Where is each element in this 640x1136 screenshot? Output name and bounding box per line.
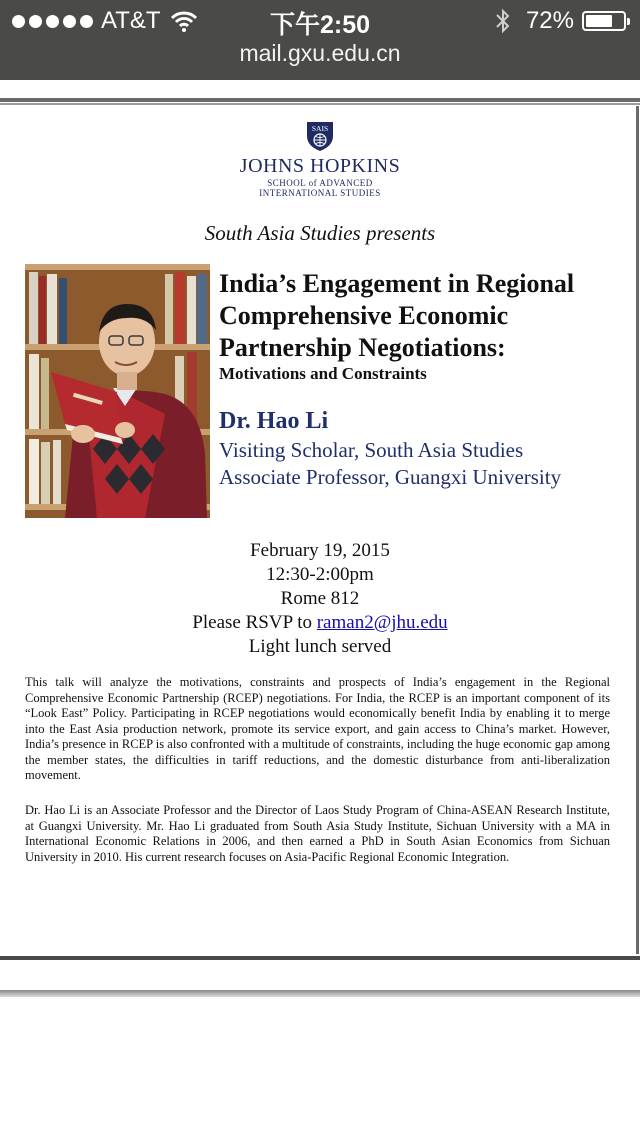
- frame-bottom-shadow: [0, 990, 640, 997]
- event-details: [0, 539, 640, 659]
- status-right: [494, 6, 626, 36]
- battery-percent: 72%: [525, 7, 574, 34]
- event-title-line3: Partnership Negotiations:: [219, 333, 506, 362]
- frame-top-border: [0, 98, 640, 102]
- jhu-sais-logo: [0, 120, 640, 198]
- event-title-line2: Comprehensive Economic: [219, 301, 509, 330]
- address-bar-url[interactable]: mail.gxu.edu.cn: [239, 40, 401, 66]
- frame-bottom-border: [0, 956, 640, 960]
- speaker-name: Dr. Hao Li: [219, 408, 329, 434]
- event-time: 12:30-2:00pm: [266, 564, 374, 585]
- clock: 下午2:50: [269, 11, 371, 39]
- abstract-paragraph: This talk will analyze the motivations, constraints and prospects of India’s engagement in the Regional Comprehensive Economic Partnership (RCEP) negotiations. For India, the RCEP is an important component of its “Look East” Policy. Participating in RCEP negotiations would economically benefit India by enabling it to merge into the East Asia production network, promote its service export, and gain access to China’s market. However, India’s presence in RCEP is also confronted with a multitude of constraints, including the huge economic gap among the member states, the difficulties in tariff reductions, and the domestic disturbance from anti-liberalization movement.: [25, 675, 610, 782]
- speaker-photo: [25, 264, 210, 518]
- event-room: Rome 812: [280, 588, 360, 609]
- speaker-role-visiting: Visiting Scholar, South Asia Studies: [219, 438, 524, 462]
- event-title: [219, 268, 629, 364]
- logo-school-line1: SCHOOL of ADVANCED: [267, 178, 373, 188]
- bluetooth-icon: [494, 8, 512, 34]
- frame-top-border-inner: [0, 103, 640, 105]
- rsvp-line: [0, 611, 640, 635]
- event-date: February 19, 2015: [250, 540, 390, 561]
- event-title-line1: India’s Engagement in Regional: [219, 269, 575, 298]
- svg-text:SAIS: SAIS: [311, 124, 329, 133]
- status-bar: [0, 0, 640, 80]
- battery-icon: [582, 11, 626, 31]
- speaker-role-associate: Associate Professor, Guangxi University: [219, 465, 562, 489]
- sais-shield-icon: [305, 120, 335, 152]
- logo-school-line2: INTERNATIONAL STUDIES: [259, 188, 381, 198]
- event-subtitle: Motivations and Constraints: [219, 364, 427, 383]
- rsvp-email-link[interactable]: raman2@jhu.edu: [316, 612, 448, 633]
- logo-name: JOHNS HOPKINS: [239, 155, 401, 177]
- carrier-label: AT&T: [101, 7, 161, 34]
- bio-paragraph: Dr. Hao Li is an Associate Professor and the Director of Laos Study Program of China-ASEAN Research Institute, at Guangxi University. Mr. Hao Li graduated from South Asia Study Institute, Sichuan University with a MA in International Economic Relations in 2006, and then earned a PhD in South Asian Economics from Sichuan University in 2010. His current research focuses on Asia-Pacific Regional Economic Integration.: [25, 803, 610, 864]
- rsvp-label: Please RSVP to: [192, 612, 312, 633]
- presenter-line: South Asia Studies presents: [204, 221, 436, 245]
- lunch-note: Light lunch served: [248, 636, 392, 657]
